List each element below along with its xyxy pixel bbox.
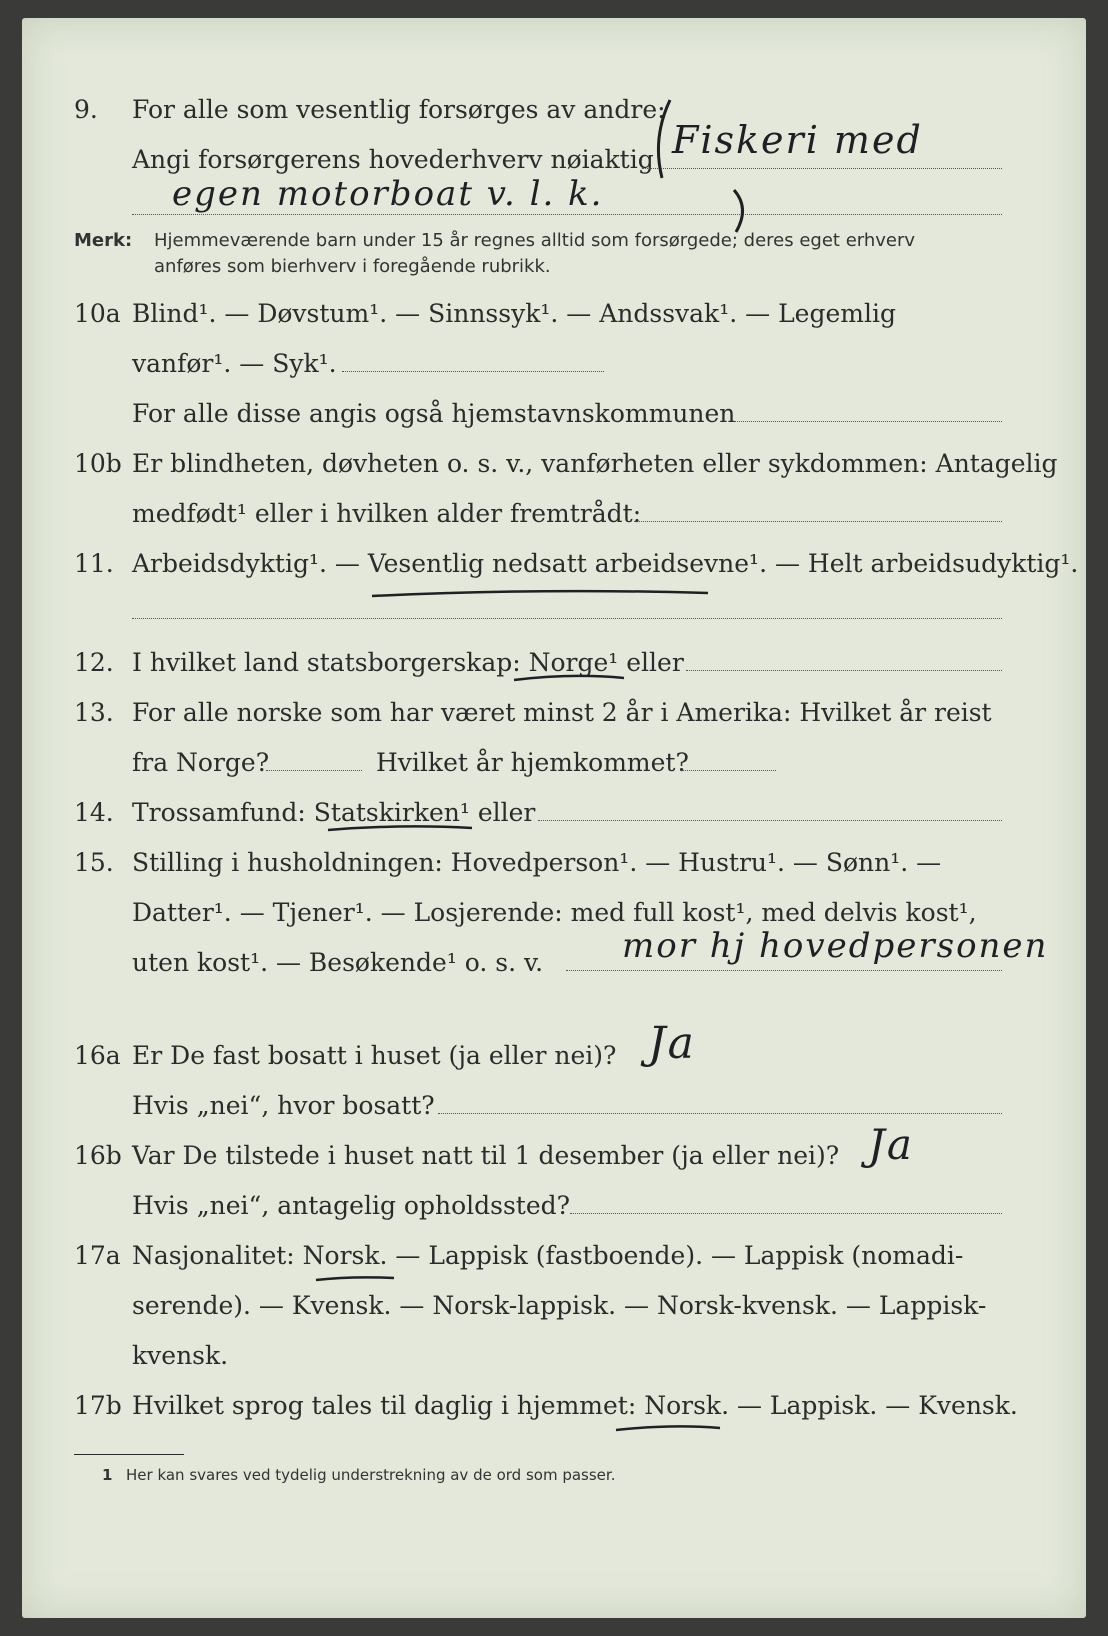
q10b-text2: medfødt¹ eller i hvilken alder fremtrådt: <box>132 499 642 528</box>
q9-answer-a: Fiskeri med <box>672 118 923 162</box>
q9-text2: Angi forsørgerens hovederhverv nøiaktig <box>132 145 654 174</box>
q11-number: 11. <box>74 549 114 578</box>
q10a-number: 10a <box>74 299 121 328</box>
merk-text2: anføres som bierhverv i foregående rubrikk. <box>154 256 551 277</box>
q13-text1: For alle norske som har været minst 2 år i Amerika: Hvilket år reist <box>132 698 992 727</box>
q17a-text1: Nasjonalitet: Norsk. — Lappisk (fastboende). — Lappisk (nomadi- <box>132 1241 964 1270</box>
underline-nedsatt <box>372 591 708 596</box>
q16b-text2: Hvis „nei“, antagelig opholdssted? <box>132 1191 571 1220</box>
footnote-mark: 1 <box>102 1466 113 1484</box>
q10a-text1: Blind¹. — Døvstum¹. — Sinnssyk¹. — Andssvak¹. — Legemlig <box>132 299 896 328</box>
q17a-number: 17a <box>74 1241 121 1270</box>
q10a-text3: For alle disse angis også hjemstavnskommunen <box>132 399 736 428</box>
q16b-text1: Var De tilstede i huset natt til 1 desember (ja eller nei)? <box>132 1141 840 1170</box>
q10a-text2: vanfør¹. — Syk¹. <box>132 349 337 378</box>
q17b-number: 17b <box>74 1391 122 1420</box>
q10b-number: 10b <box>74 449 122 478</box>
q15-answer: mor hj hovedpersonen <box>622 926 1049 966</box>
underline-statskirken <box>328 826 472 830</box>
q15-text1: Stilling i husholdningen: Hovedperson¹. — Hustru¹. — Sønn¹. — <box>132 848 942 877</box>
census-form-page <box>22 18 1086 1618</box>
q14-number: 14. <box>74 798 114 827</box>
q13-text2a: fra Norge? <box>132 748 270 777</box>
q17a-text3: kvensk. <box>132 1341 229 1370</box>
q13-text2b: Hvilket år hjemkommet? <box>376 748 689 777</box>
q16a-text1: Er De fast bosatt i huset (ja eller nei)? <box>132 1041 617 1070</box>
q16b-answer: Ja <box>868 1120 914 1169</box>
underline-norge <box>514 676 624 680</box>
q16a-answer: Ja <box>648 1018 696 1069</box>
q12-number: 12. <box>74 648 114 677</box>
bracket-close-mark <box>734 190 743 232</box>
q14-text1: Trossamfund: Statskirken¹ eller <box>132 798 536 827</box>
q16a-text2: Hvis „nei“, hvor bosatt? <box>132 1091 435 1120</box>
bracket-open-mark <box>658 100 670 178</box>
merk-label: Merk: <box>74 230 133 251</box>
handwritten-marks <box>22 18 1086 1618</box>
q15-text2: Datter¹. — Tjener¹. — Losjerende: med full kost¹, med delvis kost¹, <box>132 898 977 927</box>
q16b-number: 16b <box>74 1141 122 1170</box>
q13-number: 13. <box>74 698 114 727</box>
q15-text3: uten kost¹. — Besøkende¹ o. s. v. <box>132 948 544 977</box>
q9-answer-b: egen motorboat v. l. k. <box>172 174 604 214</box>
q10b-text1: Er blindheten, døvheten o. s. v., vanførheten eller sykdommen: Antagelig <box>132 449 1058 478</box>
q11-text1: Arbeidsdyktig¹. — Vesentlig nedsatt arbeidsevne¹. — Helt arbeidsudyktig¹. <box>132 549 1079 578</box>
q16a-number: 16a <box>74 1041 121 1070</box>
q9-number: 9. <box>74 95 98 124</box>
underline-norsk-17a <box>316 1277 394 1280</box>
q9-text1: For alle som vesentlig forsørges av andre: <box>132 95 666 124</box>
merk-text1: Hjemmeværende barn under 15 år regnes alltid som forsørgede; deres eget erhverv <box>154 230 916 251</box>
q15-number: 15. <box>74 848 114 877</box>
footnote-text: Her kan svares ved tydelig understrekning av de ord som passer. <box>126 1466 616 1484</box>
q12-text1: I hvilket land statsborgerskap: Norge¹ eller <box>132 648 684 677</box>
q17a-text2: serende). — Kvensk. — Norsk-lappisk. — Norsk-kvensk. — Lappisk- <box>132 1291 987 1320</box>
q17b-text1: Hvilket sprog tales til daglig i hjemmet: Norsk. — Lappisk. — Kvensk. <box>132 1391 1018 1420</box>
underline-norsk-17b <box>616 1426 720 1430</box>
